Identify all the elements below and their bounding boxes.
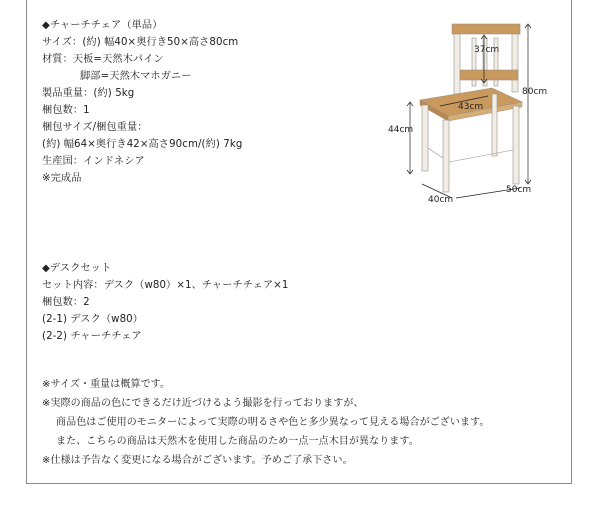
dim-height: 80cm xyxy=(522,87,548,97)
chair-size: サイズ：(約) 幅40×奥行き50×高さ80cm xyxy=(42,37,239,48)
note-wood-grain: また、こちらの商品は天然木を使用した商品のため一点一点木目が異なります。 xyxy=(56,436,419,447)
chair-material-top: 材質：天板=天然木パイン xyxy=(42,54,164,65)
desk-item-2: (2-2) チャーチチェア xyxy=(42,331,142,342)
note-spec-change: ※仕様は予告なく変更になる場合がございます。予めご了承下さい。 xyxy=(42,455,353,466)
chair-pack-size-label: 梱包サイズ/梱包重量： xyxy=(42,122,148,133)
chair-illustration xyxy=(380,8,560,208)
chair-spec-section xyxy=(42,17,242,187)
note-color: ※実際の商品の色にできるだけ近づけるよう撮影を行っておりますが、 xyxy=(42,398,364,409)
dim-depth: 50cm xyxy=(506,185,532,195)
desk-heading: ◆デスクセット xyxy=(42,263,112,274)
desk-item-1: (2-1) デスク（w80） xyxy=(42,314,144,325)
chair-spec-heading: ◆チャーチチェア（単品） xyxy=(42,20,163,31)
dim-seat-height: 44cm xyxy=(388,125,414,135)
note-size: ※サイズ・重量は概算です。 xyxy=(42,379,171,390)
dim-back: 37cm xyxy=(474,45,500,55)
dim-width: 40cm xyxy=(428,195,454,205)
chair-pack-size-value: (約) 幅64×奥行き42×高さ90cm/(約) 7kg xyxy=(42,139,243,150)
chair-weight: 製品重量：(約) 5kg xyxy=(42,88,135,99)
notes-section xyxy=(42,375,490,470)
chair-back xyxy=(452,24,520,94)
note-monitor: 商品色はご使用のモニターによって実際の明るさや色と多少異なって見える場合がございます。 xyxy=(56,417,490,428)
chair-packages: 梱包数：1 xyxy=(42,105,90,116)
chair-dimension-figure xyxy=(380,8,560,208)
desk-contents: セット内容：デスク（w80）×1、チャーチチェア×1 xyxy=(42,280,289,291)
desk-set-section xyxy=(42,260,288,345)
desk-packages: 梱包数：2 xyxy=(42,297,90,308)
chair-assembled: ※完成品 xyxy=(42,173,82,184)
chair-origin: 生産国：インドネシア xyxy=(42,156,145,167)
dim-seat-depth: 43cm xyxy=(458,102,484,112)
chair-material-leg: 脚部=天然木マホガニー xyxy=(80,71,192,82)
